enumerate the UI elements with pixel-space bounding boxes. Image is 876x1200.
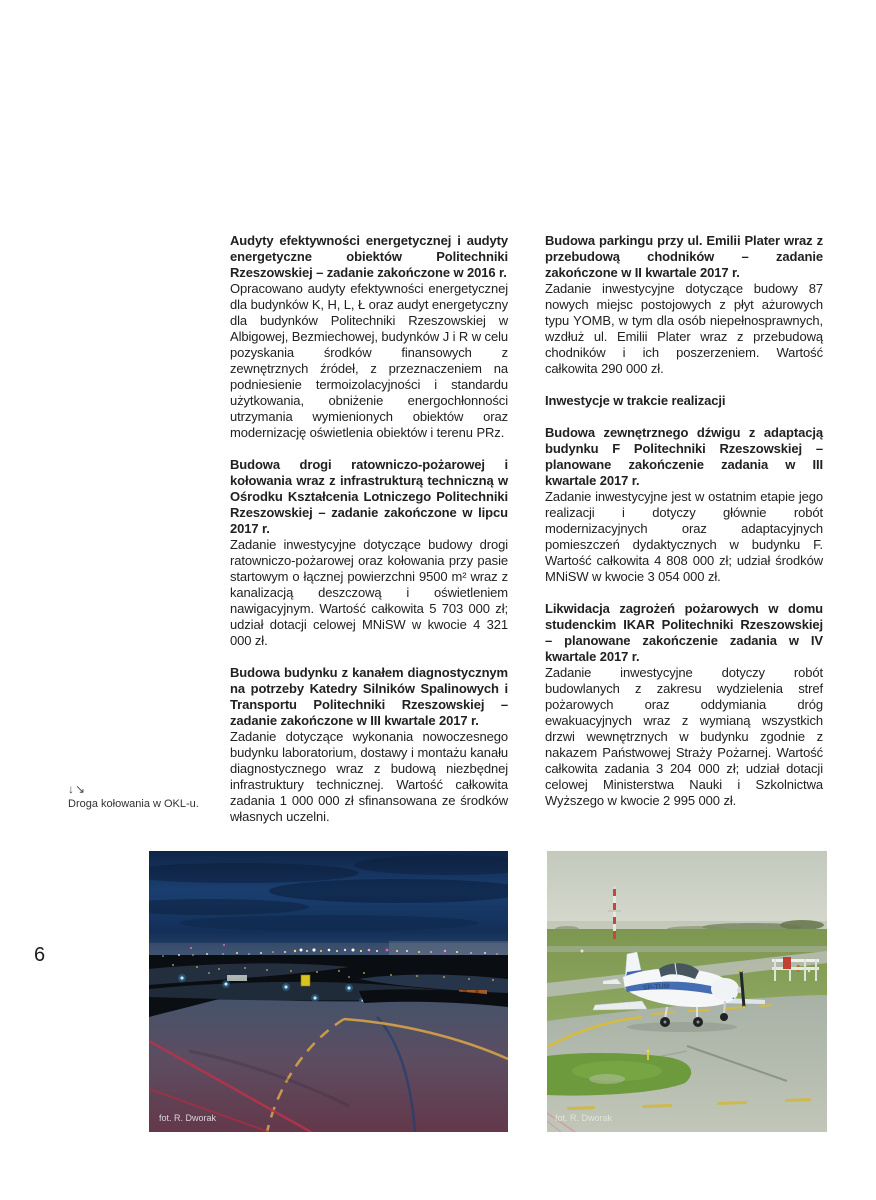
right-column-block-1-body: Zadanie inwestycyjne dotyczące budowy 87 nowych miejsc postojowych z płyt ażurowych typu YOMB, w tym dla osób niepełnosprawnych, wzdłuż ul. Emilii Plater wraz z przebudową chodników i ich poszerzeniem. Wartość całkowita 290 000 zł. [545, 281, 823, 376]
right-column-block-2-subheading: Inwestycje w trakcie realizacji [545, 393, 726, 408]
right-column-block-4-body: Zadanie inwestycyjne jest w ostatnim etapie jego realizacji i dotyczy głównie robót modernizacyjnych oraz adaptacyjnych pomieszczeń dydaktycznych w budynku F. Wartość całkowita 4 808 000 zł; udział środków MNiSW w kwocie 3 054 000 zł. [545, 489, 823, 584]
right-column-block-0-heading: Budowa parkingu przy ul. Emilii Plater wraz z przebudową chodników – zadanie zakończone w II kwartale 2017 r. [545, 233, 823, 280]
left-column-block-2-heading: Budowa drogi ratowniczo-pożarowej i kołowania wraz z infrastrukturą techniczną w Ośrodku Kształcenia Lotniczego Politechniki Rzeszowskiej – zadanie zakończone w lipcu 2017 r. [230, 457, 508, 536]
photo-aircraft-apron [547, 851, 827, 1132]
taxiway-sign-yellow [301, 975, 310, 986]
caption-text: Droga kołowania w OKL-u. [68, 798, 199, 810]
photo-side-caption [68, 783, 228, 811]
left-column-block-1-body: Opracowano audyty efektywności energetycznej dla budynków K, H, L, Ł oraz audyt energetyczny dla budynków Politechniki Rzeszowskiej w Albigowej, Bezmiechowej, budynków J i R w celu pozyskania środków finansowych z zewnętrznych źródeł, z przeznaczeniem na podniesienie termoizolacyjności i standardu użytkowania, obniżenie energochłonności utrzymania wymienionych obiektów oraz modernizację oświetlenia obiektów i terenu PRz. [230, 281, 508, 440]
text-column-right [545, 233, 823, 809]
left-column-block-0-heading: Audyty efektywności energetycznej i audyty energetyczne obiektów Politechniki Rzeszowskiej – zadanie zakończone w 2016 r. [230, 233, 508, 280]
caption-arrows-icon: ↓↘ [68, 782, 87, 796]
night-taxiway-illustration [149, 851, 508, 1132]
aircraft-apron-illustration [547, 851, 827, 1132]
left-column-block-3-body: Zadanie inwestycyjne dotyczące budowy drogi ratowniczo-pożarowej oraz kołowania przy pasie startowym o łącznej powierzchni 9500 m² wraz z kanalizacją deszczową i oświetleniem nawigacyjnym. Wartość całkowita 5 703 000 zł; udział dotacji celowej MNiSW w kwocie 4 321 000 zł. [230, 537, 508, 648]
left-column-block-5-body: Zadanie dotyczące wykonania nowoczesnego budynku laboratorium, dostawy i montażu kanału diagnostycznego wraz z budową niezbędnej infrastruktury technicznej. Wartość całkowita zadania 1 000 000 zł sfinansowana ze środków własnych uczelni. [230, 729, 508, 824]
left-column-block-4-heading: Budowa budynku z kanałem diagnostycznym na potrzeby Katedry Silników Spalinowych i Transportu Politechniki Rzeszowskiej – zadanie zakończone w III kwartale 2017 r. [230, 665, 508, 728]
photo-credit-left: fot. R. Dworak [159, 1113, 217, 1123]
photo-credit-right: fot. R. Dworak [555, 1113, 613, 1123]
text-column-left [230, 233, 508, 825]
taxiway-sign-white [227, 975, 247, 981]
page-number: 6 [34, 944, 46, 966]
aircraft-registration: SP-TUM [642, 983, 670, 992]
right-column-block-5-heading: Likwidacja zagrożeń pożarowych w domu studenckim IKAR Politechniki Rzeszowskiej – planowane zakończenie zadania w IV kwartale 2017 r. [545, 601, 823, 664]
right-column-block-6-body: Zadanie inwestycyjne dotyczy robót budowlanych z zakresu wydzielenia stref pożarowych oraz oddymiania dróg ewakuacyjnych wraz z wymianą wszystkich drzwi wewnętrznych w budynku zgodnie z nakazem Państwowej Straży Pożarnej. Wartość całkowita zadania 3 204 000 zł; udział dotacji celowej Ministerstwa Nauki i Szkolnictwa Wyższego w kwocie 2 995 000 zł. [545, 665, 823, 808]
right-column-block-3-heading: Budowa zewnętrznego dźwigu z adaptacją budynku F Politechniki Rzeszowskiej – planowane zakończenie zadania w III kwartale 2017 r. [545, 425, 823, 488]
photo-night-taxiway [149, 851, 508, 1132]
